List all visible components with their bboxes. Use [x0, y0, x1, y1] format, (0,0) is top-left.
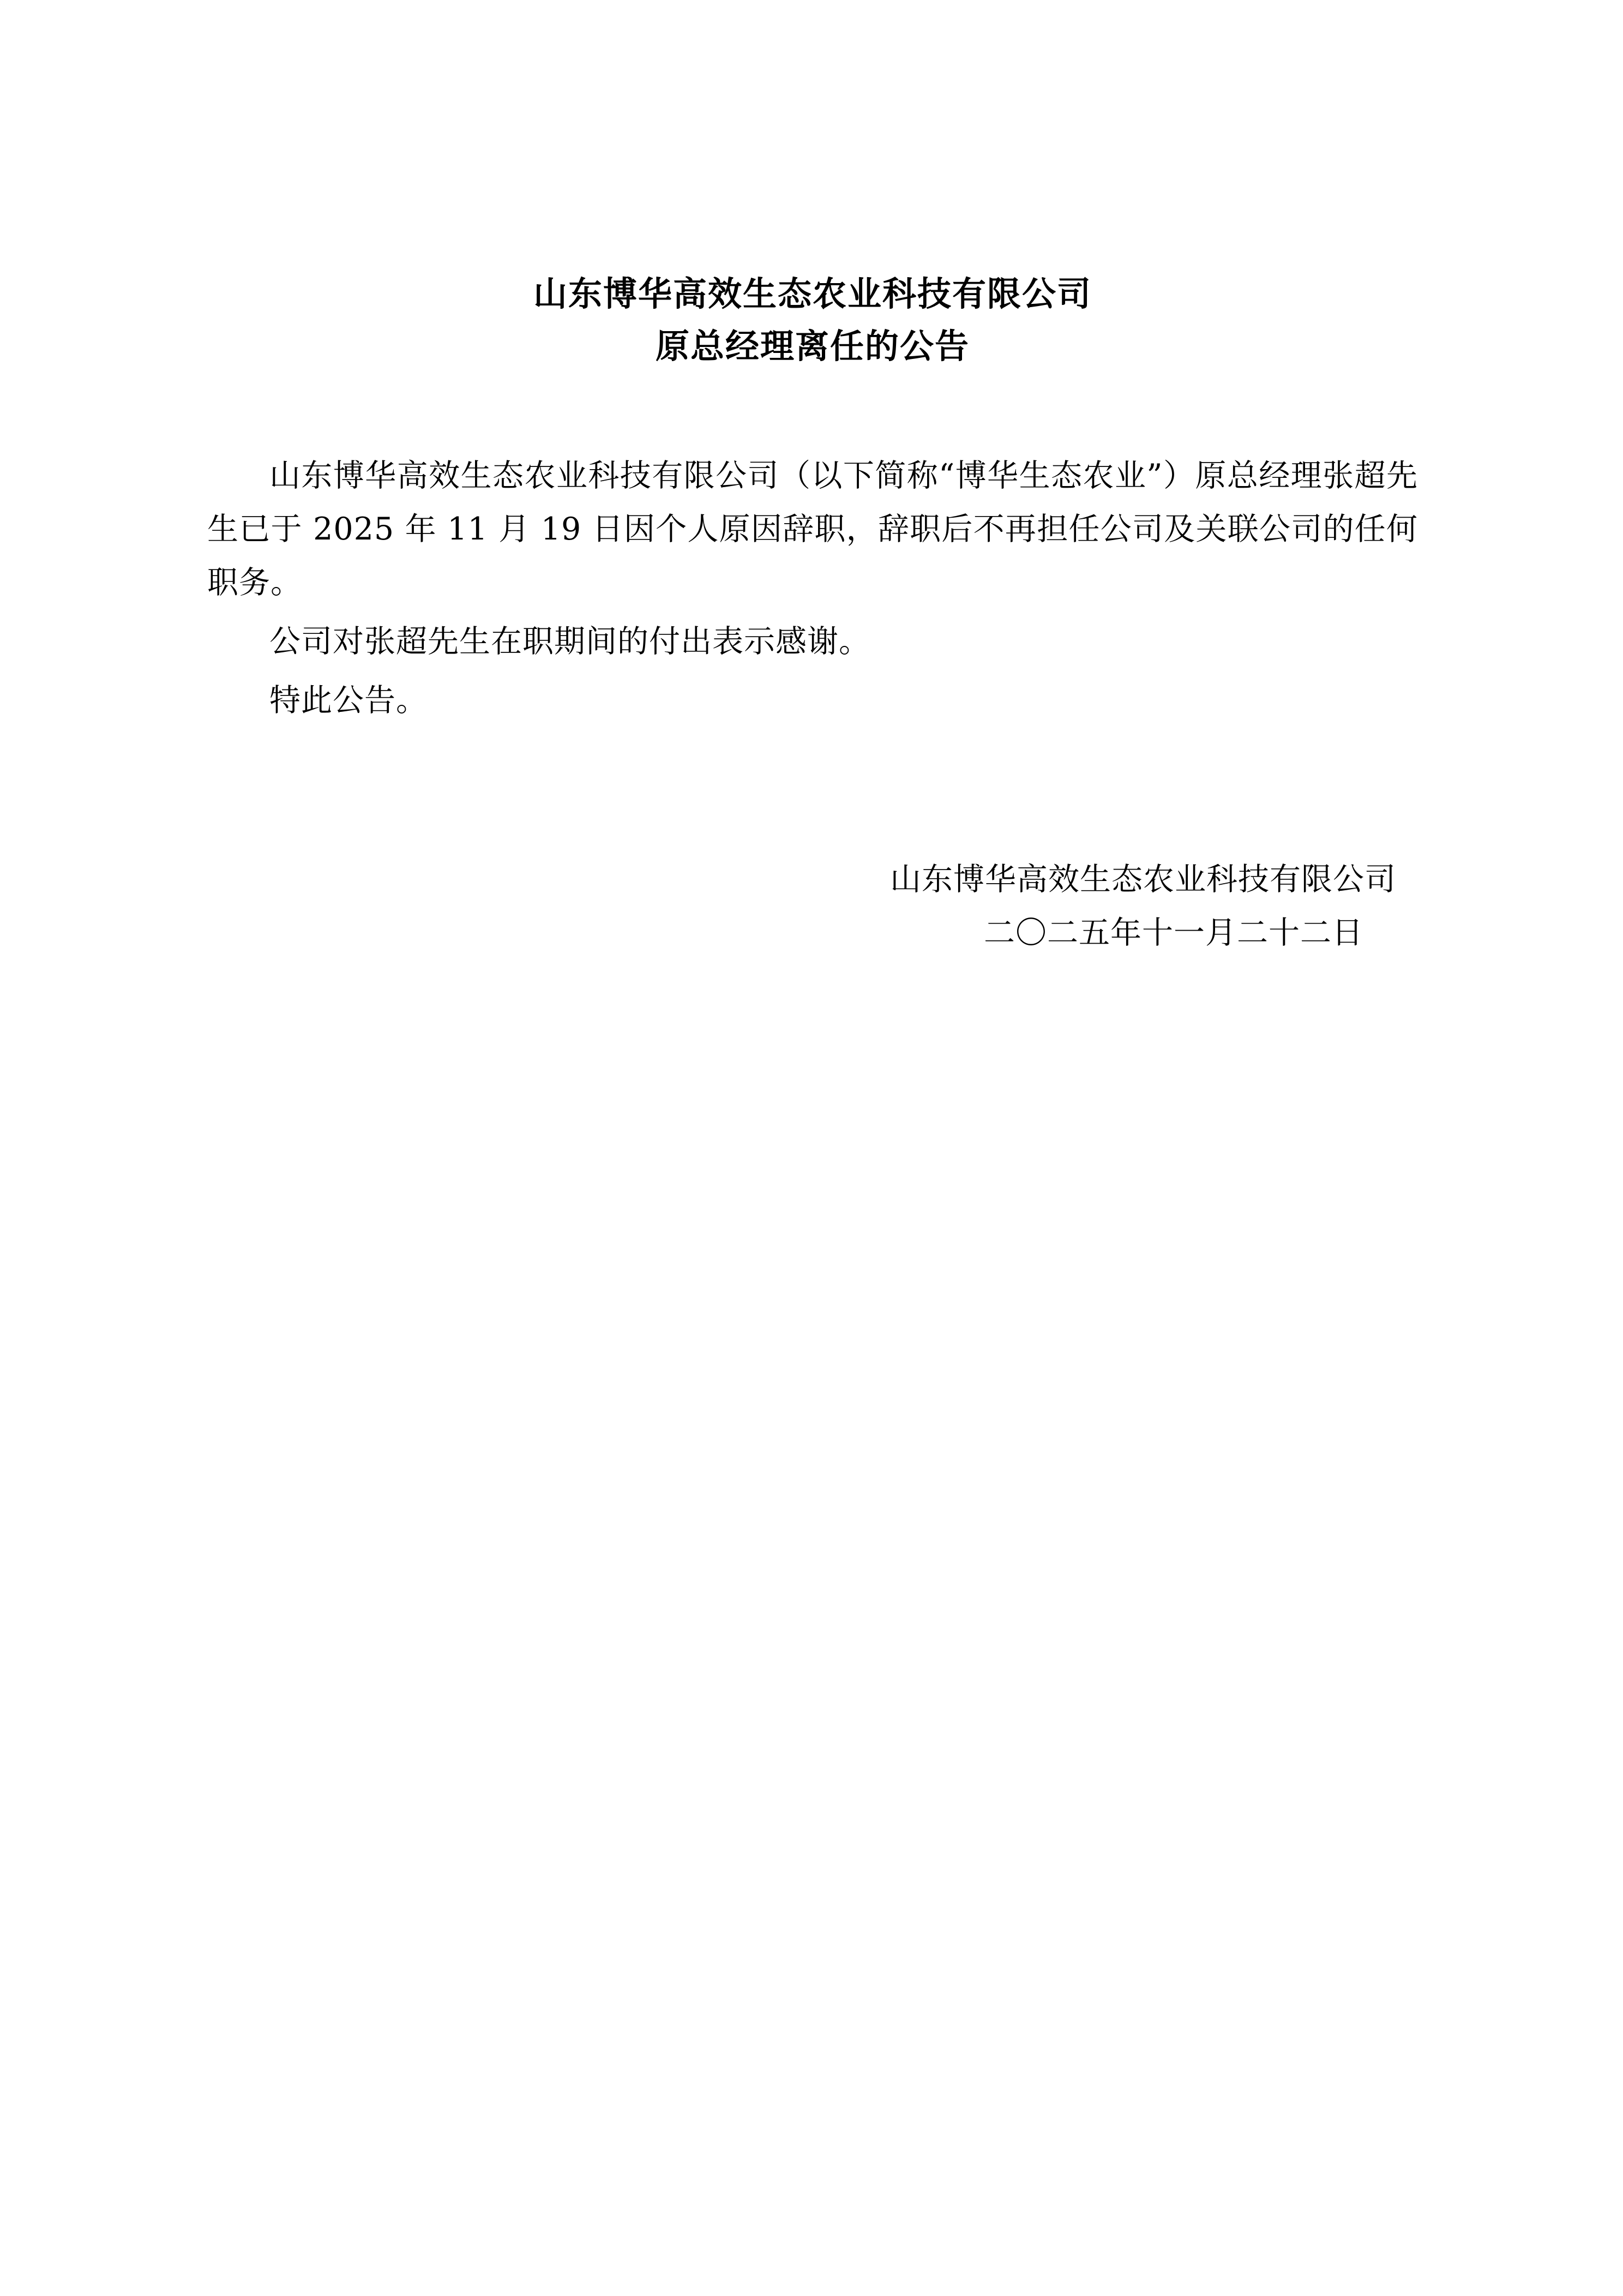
document-body	[207, 449, 1418, 727]
title-line-2: 原总经理离任的公告	[655, 326, 970, 366]
signature-block	[207, 853, 1418, 960]
paragraph-1: 山东博华高效生态农业科技有限公司（以下简称“博华生态农业”）原总经理张超先生已于 2025 年 11 月 19 日因个人原因辞职，辞职后不再担任公司及关联公司的任何职务。	[207, 458, 1418, 601]
document-content	[207, 273, 1418, 960]
paragraph-3: 特此公告。	[269, 682, 428, 719]
page-title	[207, 273, 1418, 367]
title-line-1: 山东博华高效生态农业科技有限公司	[533, 274, 1092, 314]
signature-company: 山东博华高效生态农业科技有限公司	[890, 861, 1396, 898]
paragraph-2: 公司对张超先生在职期间的付出表示感谢。	[269, 624, 870, 660]
signature-date: 二〇二五年十一月二十二日	[984, 915, 1363, 951]
